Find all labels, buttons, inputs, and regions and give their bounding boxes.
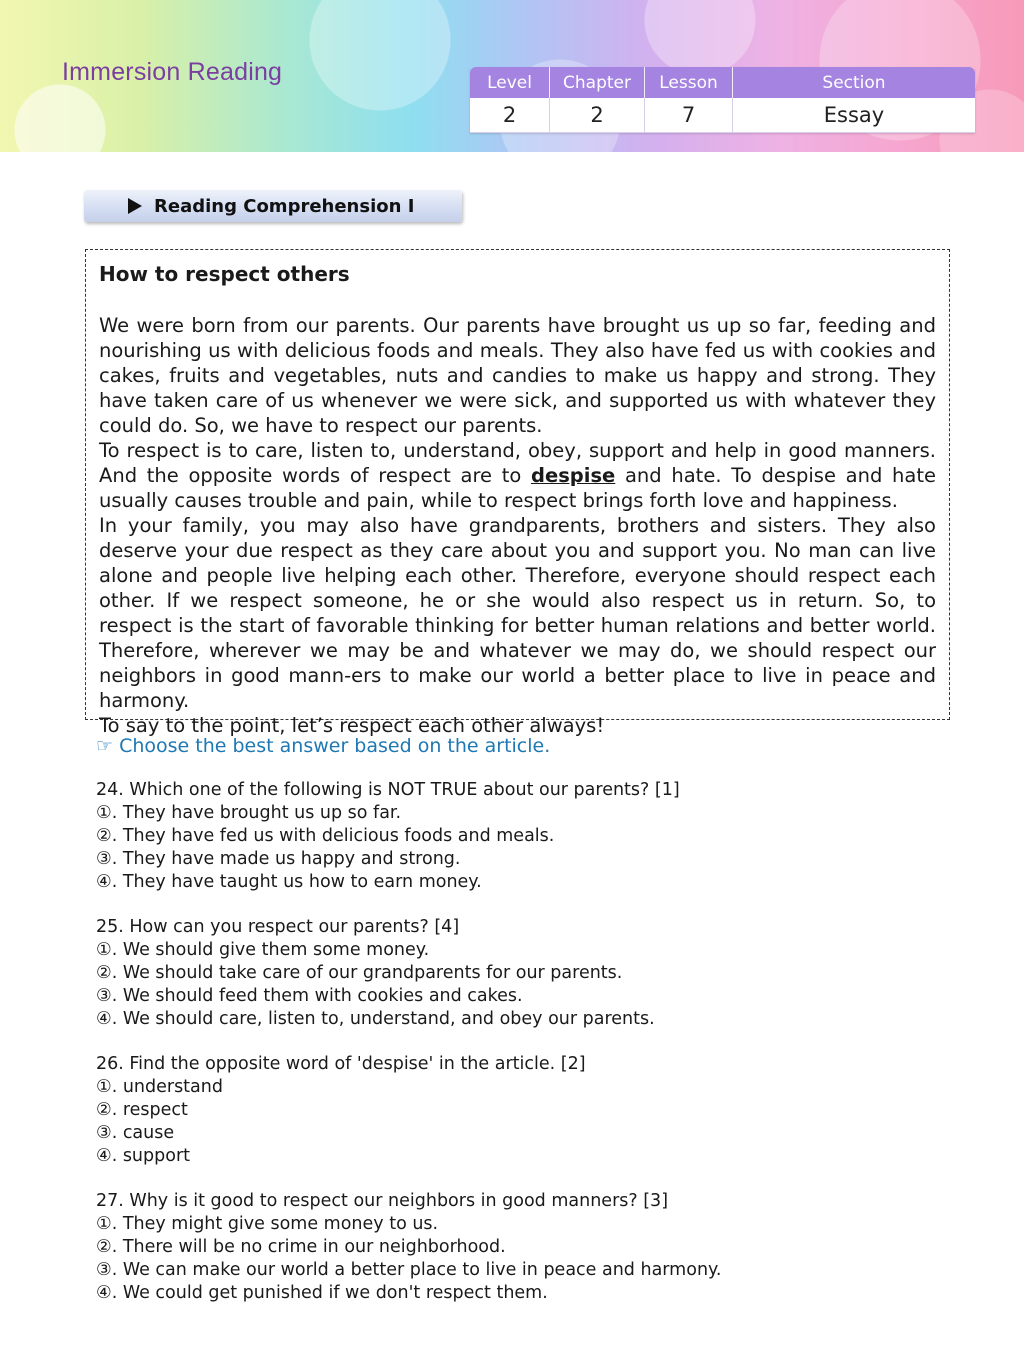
article-text: To respect is to care, listen to, understand, obey, support and help in good manners. And the opposite words of respect are to xyxy=(99,439,936,487)
lesson-info-header-row xyxy=(470,67,975,98)
answer-option: ②. They have fed us with delicious foods and meals. xyxy=(96,826,555,846)
question-24 xyxy=(96,779,956,894)
instruction-text: Choose the best answer based on the article. xyxy=(119,735,551,757)
keyword-despise: despise xyxy=(531,464,616,487)
article-text: and hate. To despise and hate usually causes trouble and pain, while to respect brings forth love and happiness. xyxy=(99,464,936,512)
answer-option: ②. There will be no crime in our neighborhood. xyxy=(96,1237,506,1257)
question-text: 27. Why is it good to respect our neighbors in good manners? [3] xyxy=(96,1191,669,1211)
question-list xyxy=(96,779,956,1327)
answer-option: ①. understand xyxy=(96,1077,223,1097)
article-paragraph: We were born from our parents. Our parents have brought us up so far, feeding and nourishing us with delicious foods and meals. They also have fed us with cookies and cakes, fruits and vegetables, nuts and candies to make us happy and strong. They have taken care of us whenever we were sick, and supported us with whatever they could do. So, we have to respect our parents. xyxy=(99,314,936,437)
play-triangle-icon xyxy=(128,198,142,214)
brand-title: Immersion Reading xyxy=(62,58,283,86)
answer-option: ④. We should care, listen to, understand, and obey our parents. xyxy=(96,1009,655,1029)
question-text: 25. How can you respect our parents? [4] xyxy=(96,917,460,937)
answer-option: ③. We can make our world a better place to live in peace and harmony. xyxy=(96,1260,722,1280)
page-header xyxy=(0,0,1024,152)
answer-option: ②. We should take care of our grandparents for our parents. xyxy=(96,963,623,983)
chapter-column-header: Chapter xyxy=(550,67,645,98)
question-27 xyxy=(96,1190,956,1305)
level-value: 2 xyxy=(470,98,550,133)
answer-option: ①. They might give some money to us. xyxy=(96,1214,439,1234)
answer-option: ①. We should give them some money. xyxy=(96,940,430,960)
article-paragraph: In your family, you may also have grandparents, brothers and sisters. They also deserve your due respect as they care about you and support you. No man can live alone and people live helping each other. Therefore, everyone should respect each other. If we respect someone, he or she would also respect us in return. So, to respect is the start of favorable thinking for better human relations and better world. Therefore, wherever we may be and whatever we may do, we should respect our neighbors in good mann-ers to make our world a better place to live in peace and harmony. xyxy=(99,514,936,712)
chapter-value: 2 xyxy=(550,98,645,133)
answer-option: ②. respect xyxy=(96,1100,188,1120)
section-tab-label: Reading Comprehension Ⅰ xyxy=(154,195,415,217)
article-body xyxy=(99,313,936,738)
answer-option: ③. We should feed them with cookies and cakes. xyxy=(96,986,523,1006)
question-text: 24. Which one of the following is NOT TRUE about our parents? [1] xyxy=(96,780,680,800)
answer-option: ①. They have brought us up so far. xyxy=(96,803,402,823)
lesson-info-value-row xyxy=(470,98,975,133)
section-tab xyxy=(84,190,462,222)
answer-option: ④. support xyxy=(96,1146,191,1166)
lesson-column-header: Lesson xyxy=(645,67,733,98)
lesson-value: 7 xyxy=(645,98,733,133)
article-box xyxy=(85,249,950,737)
question-25 xyxy=(96,916,956,1031)
section-column-header: Section xyxy=(822,72,886,93)
pointing-hand-icon: ☞ xyxy=(96,735,114,757)
answer-option: ④. We could get punished if we don't respect them. xyxy=(96,1283,548,1303)
section-value: Essay xyxy=(733,98,975,133)
answer-option: ③. They have made us happy and strong. xyxy=(96,849,461,869)
article-title: How to respect others xyxy=(99,262,350,286)
level-column-header: Level xyxy=(470,67,550,98)
lesson-info-table xyxy=(470,67,975,133)
answer-option: ③. cause xyxy=(96,1123,175,1143)
article-paragraph xyxy=(99,438,936,513)
answer-option: ④. They have taught us how to earn money. xyxy=(96,872,482,892)
article-paragraph: To say to the point, let’s respect each other always! xyxy=(99,714,605,737)
question-26 xyxy=(96,1053,956,1168)
question-text: 26. Find the opposite word of 'despise' in the article. [2] xyxy=(96,1054,586,1074)
instruction xyxy=(96,735,550,757)
